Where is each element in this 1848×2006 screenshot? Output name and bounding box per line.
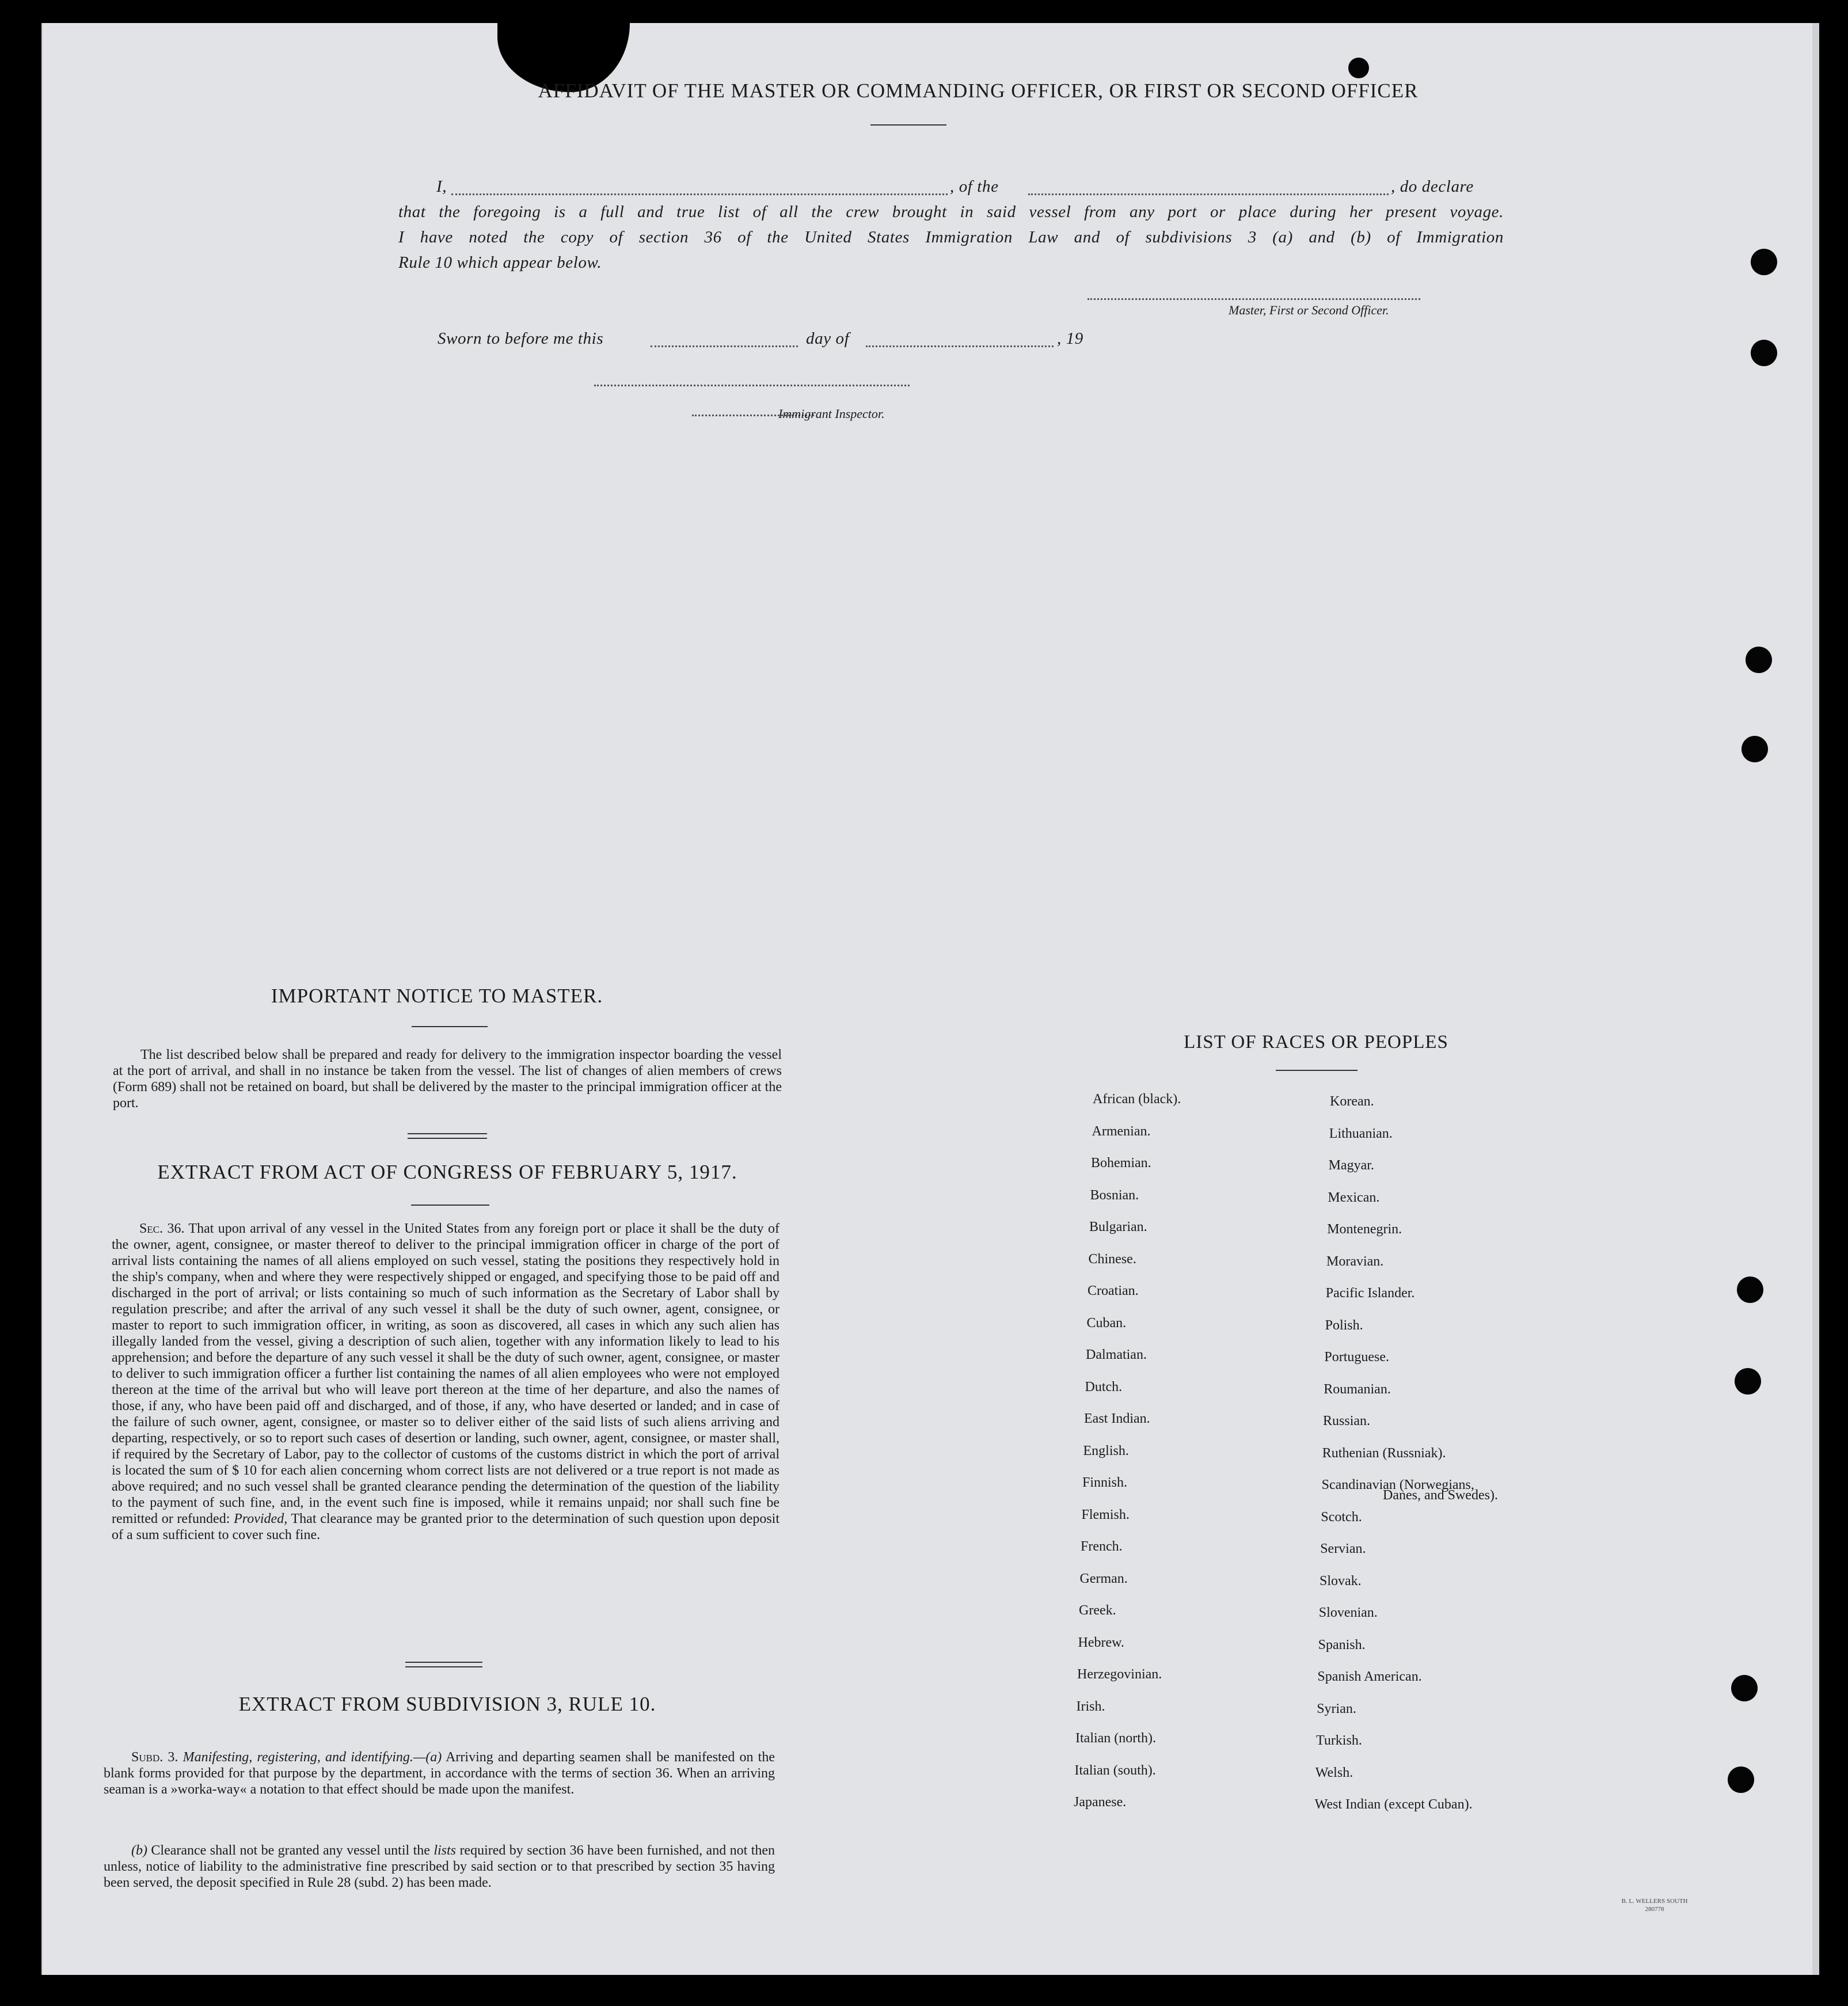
- notice-text: The list described below shall be prepared and ready for delivery to the immigration inspector boarding the vessel at the port of arrival, and shall in no instance be taken from the vessel. The list of changes of alien members of crews (Form 689) shall not be retained on board, but shall be delivered by the master to the principal immigration officer at the port.: [113, 1047, 782, 1111]
- act-body: That upon arrival of any vessel in the United States from any foreign port or place it shall be the duty of the owner, agent, consignee, or master thereof to deliver to the principal immigration officer in charge of the port of arrival lists containing the names of all aliens employed on such vessel, stating the positions they respectively hold in the ship's company, when and where they were respectively shipped or engaged, and specifying those to be paid off and discharged in the port of arrival; or lists containing so much of such information as the Secretary of Labor shall by regulation prescribe; and after the arrival of any such vessel it shall be the duty of such owner, agent, consignee, or master to report to such immigration officer, in writing, as soon as discovered, all cases in which any such alien has illegally landed from the vessel, giving a description of such alien, together with any information likely to lead to his apprehension; and before the departure of any such vessel it shall be the duty of such owner, agent, consignee, or master to deliver to such immigration officer a further list containing the names of all alien employees who were not employed thereon at the time of the arrival but who will leave port thereon at the time of her departure, and also the names of those, if any, who have been paid off and discharged, and of those, if any, who have deserted or landed; and in case of the failure of such owner, agent, consignee, or master so to deliver either of the said lists of such aliens arriving and departing, respectively, or so to report such cases of desertion or landing, such owner, agent, consignee, or master shall, if required by the Secretary of Labor, pay to the collector of customs of the customs district in which the port of arrival is located the sum of $ 10 for each alien concerning whom correct lists are not delivered or a true report is not made as above required; and no such vessel shall be granted clearance pending the determination of the question of the liability to the payment of such fine, and, in the event such fine is imposed, while it remains unpaid; nor shall such fine be remitted or refunded:: [112, 1221, 779, 1526]
- race-item: Bosnian.: [1090, 1187, 1139, 1203]
- race-item: Moravian.: [1326, 1253, 1384, 1269]
- imprint-line-1: B. L. WELLERS SOUTH: [1621, 1898, 1688, 1905]
- punch-hole: [1751, 340, 1777, 366]
- race-item: Polish.: [1325, 1317, 1363, 1333]
- subd-label: Subd. 3.: [131, 1750, 178, 1765]
- race-item: Magyar.: [1328, 1158, 1374, 1173]
- double-rule: [408, 1133, 487, 1139]
- affidavit-line-4: Rule 10 which appear below.: [398, 253, 602, 272]
- rule-text-a: [104, 1749, 775, 1798]
- race-item: African (black).: [1093, 1092, 1181, 1107]
- punch-hole: [1728, 1766, 1754, 1793]
- race-item: Flemish.: [1081, 1507, 1130, 1522]
- race-item: Dutch.: [1085, 1379, 1123, 1395]
- do-declare-label: , do declare: [1391, 177, 1474, 196]
- race-item: Spanish American.: [1317, 1669, 1422, 1684]
- notice-title: IMPORTANT NOTICE TO MASTER.: [271, 985, 603, 1007]
- b-text-2: required by section 36 have been furnished, and not then unless, notice of liability to the administrative fine prescribed by said section or to that prescribed by section 35 having been served, the deposit specified in Rule 28 (subd. 2) has been made.: [104, 1843, 775, 1890]
- race-item: Scotch.: [1321, 1509, 1362, 1525]
- race-item: Slovenian.: [1318, 1605, 1378, 1620]
- signature-field[interactable]: [1087, 298, 1420, 300]
- race-item: Cuban.: [1086, 1315, 1127, 1331]
- race-item: Herzegovinian.: [1077, 1667, 1162, 1682]
- races-title: LIST OF RACES OR PEOPLES: [1184, 1032, 1448, 1053]
- name-field[interactable]: [451, 193, 948, 195]
- document-page: [41, 23, 1819, 1975]
- sworn-month-field[interactable]: [866, 345, 1054, 347]
- race-item: Spanish.: [1318, 1637, 1366, 1652]
- a-text: Arriving and departing seamen shall be manifested on the blank forms provided for that purpose by the department, in accordance with the terms of section 36. When an arriving seaman is a »worka-way« a notation to that effect should be made upon the manifest.: [104, 1750, 775, 1797]
- sworn-day-field[interactable]: [651, 345, 798, 347]
- affidavit-line-2: that the foregoing is a full and true list of all the crew brought in said vessel from any port or place during her present voyage.: [398, 203, 1504, 221]
- race-item: Turkish.: [1316, 1733, 1362, 1748]
- race-item: Korean.: [1330, 1094, 1374, 1109]
- act-title: EXTRACT FROM ACT OF CONGRESS OF FEBRUARY 5, 1917.: [157, 1161, 737, 1183]
- vessel-field[interactable]: [1028, 193, 1389, 195]
- inspector-label: Immigrant Inspector.: [778, 406, 885, 421]
- race-item: Montenegrin.: [1327, 1222, 1402, 1237]
- punch-hole: [1751, 249, 1777, 275]
- b-text-1: Clearance shall not be granted any vessel until the: [151, 1843, 430, 1858]
- race-item: English.: [1083, 1443, 1129, 1458]
- punch-hole: [1735, 1368, 1761, 1395]
- race-item: Italian (south).: [1074, 1762, 1156, 1778]
- punch-hole: [1737, 1276, 1763, 1303]
- sec-label: Sec. 36.: [139, 1221, 185, 1236]
- b-label: (b): [131, 1843, 147, 1858]
- day-of-label: day of: [806, 329, 850, 348]
- affidavit-line-3: I have noted the copy of section 36 of the United States Immigration Law and of subdivisions 3 (a) and (b) of Immigration: [398, 228, 1504, 246]
- provided-label: Provided,: [234, 1511, 288, 1526]
- race-item: Ruthenian (Russniak).: [1322, 1445, 1446, 1461]
- race-item: Irish.: [1076, 1699, 1105, 1714]
- printer-imprint: [1597, 1897, 1712, 1913]
- sworn-label: Sworn to before me this: [438, 329, 604, 348]
- race-item: West Indian (except Cuban).: [1314, 1797, 1473, 1812]
- race-item: German.: [1079, 1571, 1128, 1586]
- double-rule: [405, 1662, 482, 1667]
- race-item: Greek.: [1079, 1603, 1116, 1618]
- race-item: Italian (north).: [1075, 1731, 1156, 1746]
- rule-text-b: [104, 1842, 775, 1891]
- year-label: , 19: [1057, 329, 1083, 348]
- race-item: Bohemian.: [1091, 1156, 1151, 1171]
- race-item: Mexican.: [1328, 1190, 1380, 1205]
- of-the-label: , of the: [950, 177, 999, 196]
- rule-heading: Manifesting, registering, and identifying.: [182, 1750, 413, 1765]
- race-item: Croatian.: [1087, 1283, 1139, 1298]
- race-item: Dalmatian.: [1086, 1347, 1147, 1362]
- race-item: Finnish.: [1082, 1475, 1128, 1490]
- title-rule: [870, 124, 946, 126]
- rule-title: EXTRACT FROM SUBDIVISION 3, RULE 10.: [238, 1693, 656, 1715]
- race-item: Slovak.: [1320, 1573, 1362, 1589]
- race-item: Pacific Islander.: [1325, 1286, 1415, 1301]
- race-item: Portuguese.: [1324, 1350, 1390, 1365]
- race-item: Syrian.: [1317, 1701, 1356, 1716]
- act-rule: [411, 1205, 489, 1206]
- race-item: Japanese.: [1074, 1795, 1127, 1810]
- affidavit-title: AFFIDAVIT OF THE MASTER OR COMMANDING OFFICER, OR FIRST OR SECOND OFFICER: [538, 79, 1419, 102]
- b-lists: lists: [434, 1843, 457, 1858]
- race-item: Lithuanian.: [1329, 1126, 1393, 1141]
- punch-hole: [1741, 736, 1768, 762]
- race-item: East Indian.: [1084, 1411, 1150, 1426]
- race-item: Chinese.: [1088, 1251, 1136, 1267]
- a-label: —(a): [413, 1750, 442, 1765]
- race-item: Danes, and Swedes).: [1383, 1488, 1498, 1503]
- race-item: Scandinavian (Norwegians,: [1321, 1477, 1474, 1492]
- i-label: I,: [436, 177, 447, 196]
- punch-hole: [1746, 647, 1772, 673]
- race-item: Servian.: [1320, 1541, 1366, 1556]
- race-item: Armenian.: [1092, 1123, 1151, 1139]
- imprint-line-2: 280778: [1645, 1906, 1664, 1913]
- act-text: [112, 1221, 779, 1543]
- race-item: Welsh.: [1315, 1765, 1353, 1780]
- sworn-line: [438, 326, 1128, 351]
- race-item: French.: [1081, 1539, 1123, 1554]
- races-rule: [1276, 1070, 1358, 1071]
- race-item: Roumanian.: [1324, 1381, 1391, 1397]
- race-item: Bulgarian.: [1089, 1219, 1147, 1234]
- notice-rule: [412, 1026, 488, 1027]
- inspector-signature-field[interactable]: [594, 385, 910, 386]
- signature-label: Master, First or Second Officer.: [1229, 303, 1389, 317]
- act-body-end: That clearance may be granted prior to the determination of such question upon deposit of a sum sufficient to cover such fine.: [112, 1511, 780, 1543]
- race-item: Hebrew.: [1078, 1635, 1124, 1650]
- affidavit-line-1: [398, 174, 1504, 199]
- punch-hole: [1731, 1675, 1758, 1701]
- punch-hole: [1348, 58, 1369, 78]
- race-item: Russian.: [1323, 1414, 1371, 1428]
